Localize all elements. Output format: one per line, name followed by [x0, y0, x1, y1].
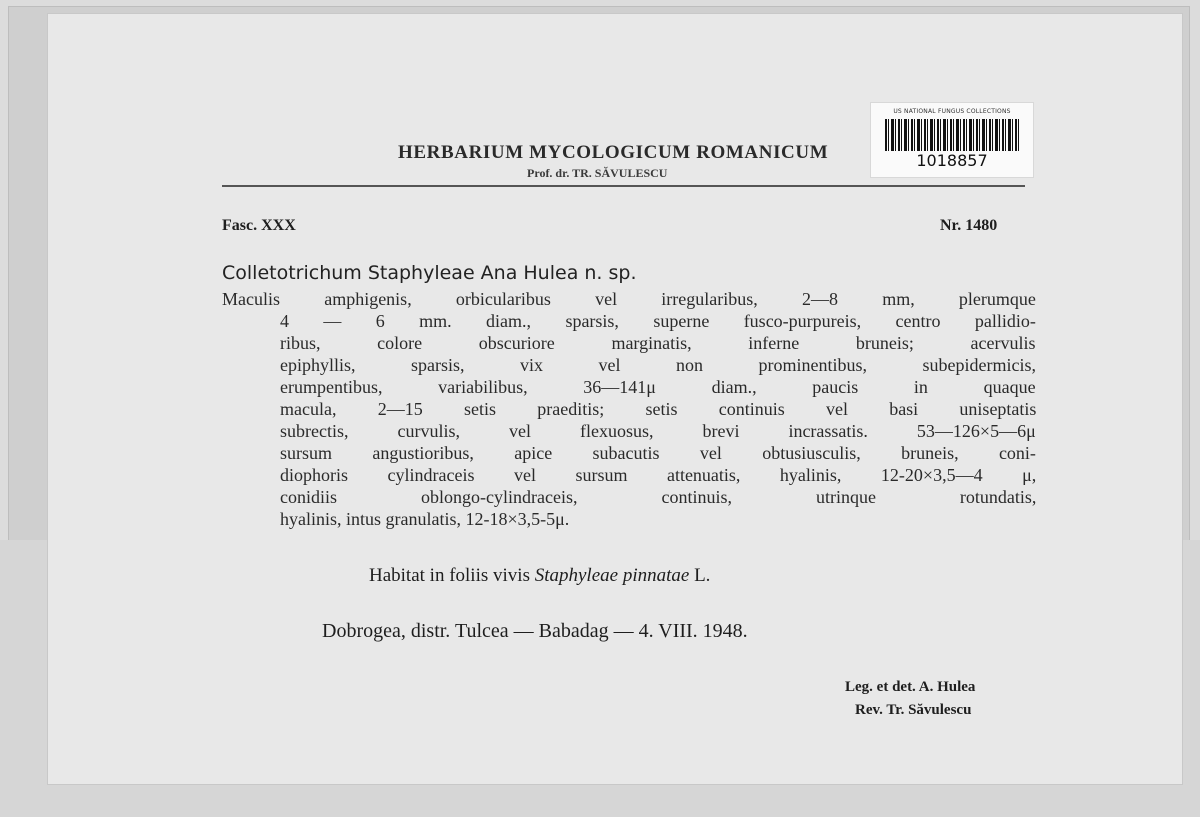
habitat — [369, 565, 710, 587]
description-line: Maculis amphigenis, orbicularibus vel irregularibus, 2—8 mm, plerumque — [222, 289, 1036, 309]
barcode-sticker — [870, 102, 1034, 178]
description-line: macula, 2—15 setis praeditis; setis continuis vel basi uniseptatis — [280, 399, 1037, 419]
description-line: conidiis oblongo-cylindraceis, continuis, utrinque rotundatis, — [280, 487, 1037, 507]
herbarium-title: HERBARIUM MYCOLOGICUM ROMANICUM — [398, 142, 829, 163]
species-name: Colletotrichum Staphyleae Ana Hulea n. sp. — [222, 262, 637, 284]
description-line: ribus, colore obscuriore marginatis, inferne bruneis; acervulis — [280, 333, 1036, 353]
barcode-number: 1018857 — [916, 151, 988, 170]
barcode-header: US NATIONAL FUNGUS COLLECTIONS — [893, 108, 1011, 115]
herbarium-subtitle: Prof. dr. TR. SĂVULESCU — [527, 166, 668, 180]
barcode-icon — [885, 119, 1019, 151]
reviewer: Rev. Tr. Săvulescu — [855, 702, 972, 718]
habitat-suffix: L. — [694, 565, 711, 586]
divider — [222, 185, 1025, 187]
collector: Leg. et det. A. Hulea — [845, 679, 976, 695]
locality: Dobrogea, distr. Tulcea — Babadag — 4. VIII. 1948. — [322, 620, 748, 642]
description-line: hyalinis, intus granulatis, 12-18×3,5-5μ. — [280, 509, 570, 529]
description-line: erumpentibus, variabilibus, 36—141μ diam., paucis in quaque — [280, 377, 1036, 397]
description-line: subrectis, curvulis, vel flexuosus, brevi incrassatis. 53—126×5—6μ — [280, 421, 1036, 441]
fascicle-number: Fasc. XXX — [222, 217, 296, 234]
specimen-number: Nr. 1480 — [940, 217, 998, 234]
habitat-host: Staphyleae pinnatae — [534, 565, 690, 586]
habitat-prefix: Habitat in foliis vivis — [369, 565, 530, 586]
description-line: sursum angustioribus, apice subacutis vel obtusiusculis, bruneis, coni- — [280, 443, 1036, 463]
description-line: 4 — 6 mm. diam., sparsis, superne fusco-purpureis, centro pallidio- — [280, 311, 1036, 331]
description-line: diophoris cylindraceis vel sursum attenuatis, hyalinis, 12-20×3,5—4 μ, — [280, 465, 1037, 485]
description-line: epiphyllis, sparsis, vix vel non prominentibus, subepidermicis, — [280, 355, 1036, 375]
